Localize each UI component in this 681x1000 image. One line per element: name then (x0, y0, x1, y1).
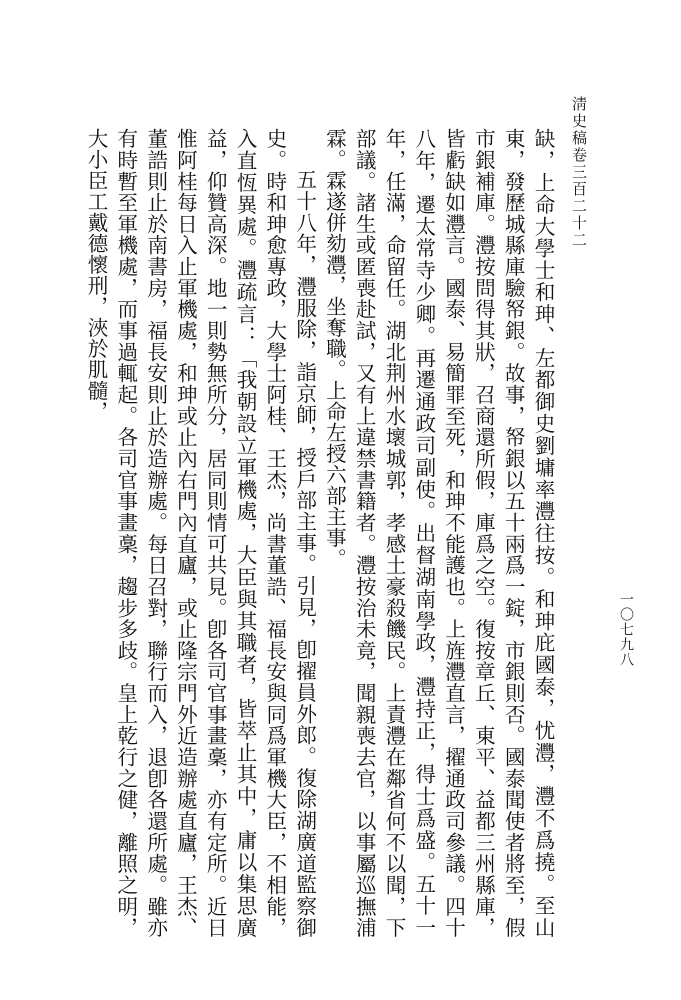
paragraph-2: 五十八年，灃服除，詣京師，授戶部主事。引見，卽擢員外郎。復除湖廣道監察御史。時和珅愈專政，大學士阿桂、王杰，尚書董誥、福長安與同爲軍機大臣，不相能，入直恆異處。灃疏言：「我朝設立軍機處，大臣與其職者，皆萃止其中，庸以集思廣益，仰贊高深。地一則勢無所分，居同則情可共見。卽各司官事畫稾，亦有定所。近日惟阿桂每日入止軍機處，和珅或止內右門內直廬，或止隆宗門外近造辦處直廬，王杰、董誥則止於南書房，福長安則止於造辦處。每日召對，聯行而入，退卽各還所處。雖亦有時暫至軍機處，而事過輒起。各司官事畫稾，趨步多歧。皇上乾行之健，離照之明，大小臣工戴德懷刑，浹於肌髓， (84, 128, 317, 938)
page-number: 一〇七九八 (618, 592, 634, 667)
vertical-text-body (80, 128, 557, 938)
paragraph-1: 缺，上命大學士和珅、左都御史劉墉率灃往按。和珅庇國泰，忧灃，灃不爲撓。至山東，發歷城縣庫驗帑銀。故事，帑銀以五十兩爲一錠，市銀則否。國泰聞使者將至，假市銀補庫。灃按問得其狀，召商還所假，庫爲之空。復按章丘、東平、益都三州縣庫，皆虧缺如灃言。國泰、易簡罪至死，和珅不能護也。上旌灃直言，擢通政司參議。四十八年，遷太常寺少卿。再遷通政司副使。出督湖南學政，灃持正，得士爲盛。五十一年，任滿，命留任。湖北荆州水壞城郭，孝感土豪殺饑民。上責灃在鄰省何不以聞，下部議。諸生或匿喪赴試，又有上違禁書籍者。灃按治未竟，聞親喪去官，以事屬巡撫浦霖。霖遂併劾灃，坐奪職。上命左授六部主事。 (322, 128, 555, 938)
running-head: 淸史稿卷三百二十二 (570, 96, 588, 249)
